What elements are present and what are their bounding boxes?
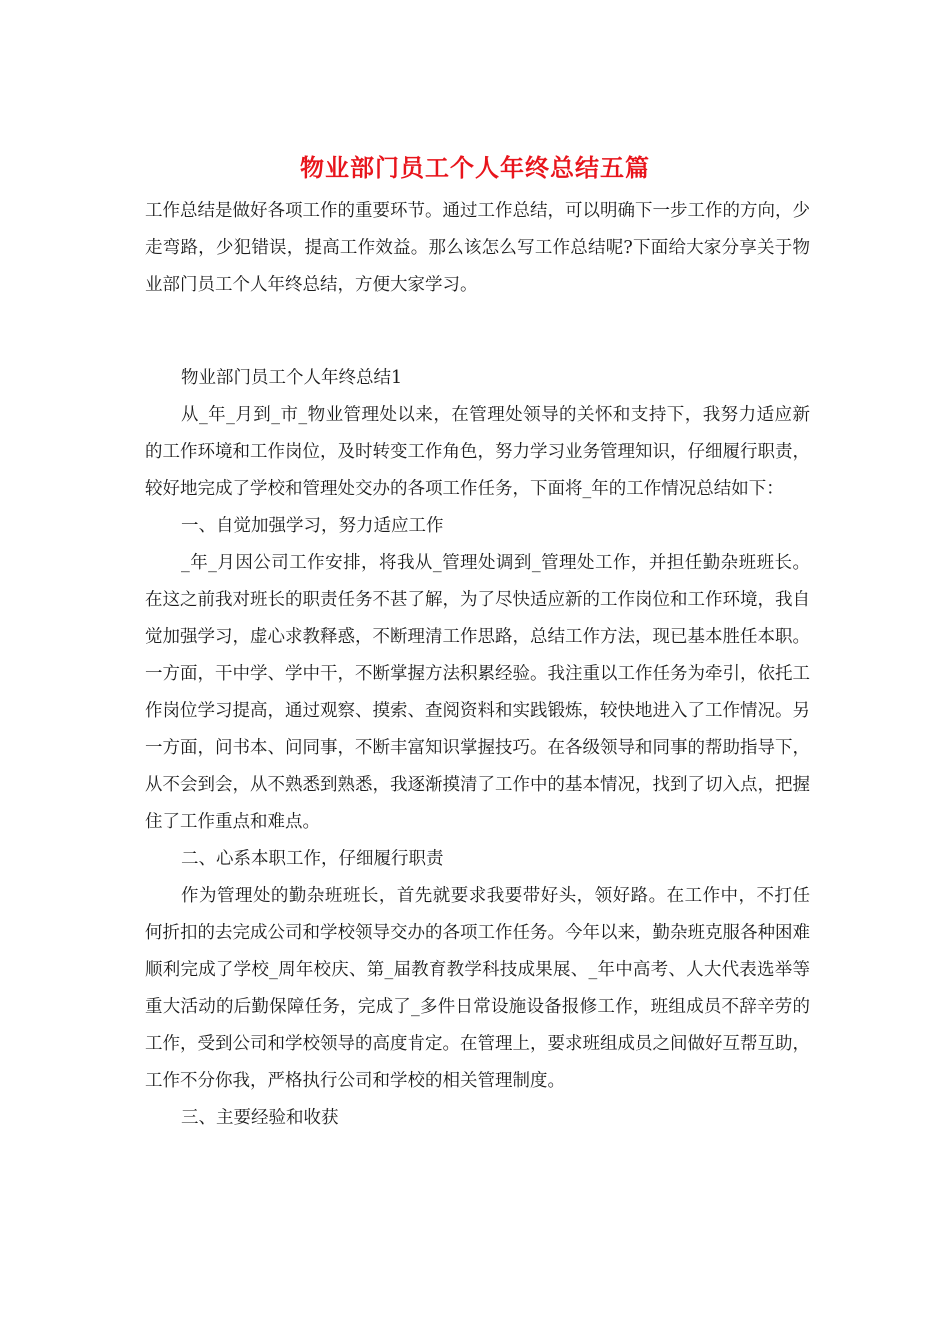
document-title: 物业部门员工个人年终总结五篇 bbox=[300, 153, 650, 182]
section-spacer bbox=[145, 304, 810, 360]
subheading-1: 一、自觉加强学习，努力适应工作 bbox=[181, 516, 444, 536]
intro-paragraph: 工作总结是做好各项工作的重要环节。通过工作总结，可以明确下一步工作的方向，少走弯路，少犯错误，提高工作效益。那么该怎么写工作总结呢?下面给大家分享关于物业部门员工个人年终总结，方便大家学习。 bbox=[145, 201, 810, 295]
subheading-3: 三、主要经验和收获 bbox=[181, 1108, 339, 1128]
section-heading: 物业部门员工个人年终总结1 bbox=[181, 368, 403, 388]
body-paragraph: 作为管理处的勤杂班班长，首先就要求我要带好头，领好路。在工作中，不打任何折扣的去完成公司和学校领导交办的各项工作任务。今年以来，勤杂班克服各种困难顺利完成了学校_周年校庆、第_届教育教学科技成果展、_年中高考、人大代表选举等重大活动的后勤保障任务，完成了_多件日常设施设备报修工作，班组成员不辞辛劳的工作，受到公司和学校领导的高度肯定。在管理上，要求班组成员之间做好互帮互助，工作不分你我，严格执行公司和学校的相关管理制度。 bbox=[145, 886, 810, 1091]
subheading-2: 二、心系本职工作，仔细履行职责 bbox=[181, 849, 444, 869]
document-body bbox=[145, 193, 810, 1137]
body-paragraph: _年_月因公司工作安排，将我从_管理处调到_管理处工作，并担任勤杂班班长。在这之前我对班长的职责任务不甚了解，为了尽快适应新的工作岗位和工作环境，我自觉加强学习，虚心求教释惑，不断理清工作思路，总结工作方法，现已基本胜任本职。一方面，干中学、学中干，不断掌握方法积累经验。我注重以工作任务为牵引，依托工作岗位学习提高，通过观察、摸索、查阅资料和实践锻炼，较快地进入了工作情况。另一方面，问书本、问同事，不断丰富知识掌握技巧。在各级领导和同事的帮助指导下，从不会到会，从不熟悉到熟悉，我逐渐摸清了工作中的基本情况，找到了切入点，把握住了工作重点和难点。 bbox=[145, 553, 810, 832]
body-paragraph: 从_年_月到_市_物业管理处以来，在管理处领导的关怀和支持下，我努力适应新的工作环境和工作岗位，及时转变工作角色，努力学习业务管理知识，仔细履行职责，较好地完成了学校和管理处交办的各项工作任务，下面将_年的工作情况总结如下： bbox=[145, 405, 810, 499]
